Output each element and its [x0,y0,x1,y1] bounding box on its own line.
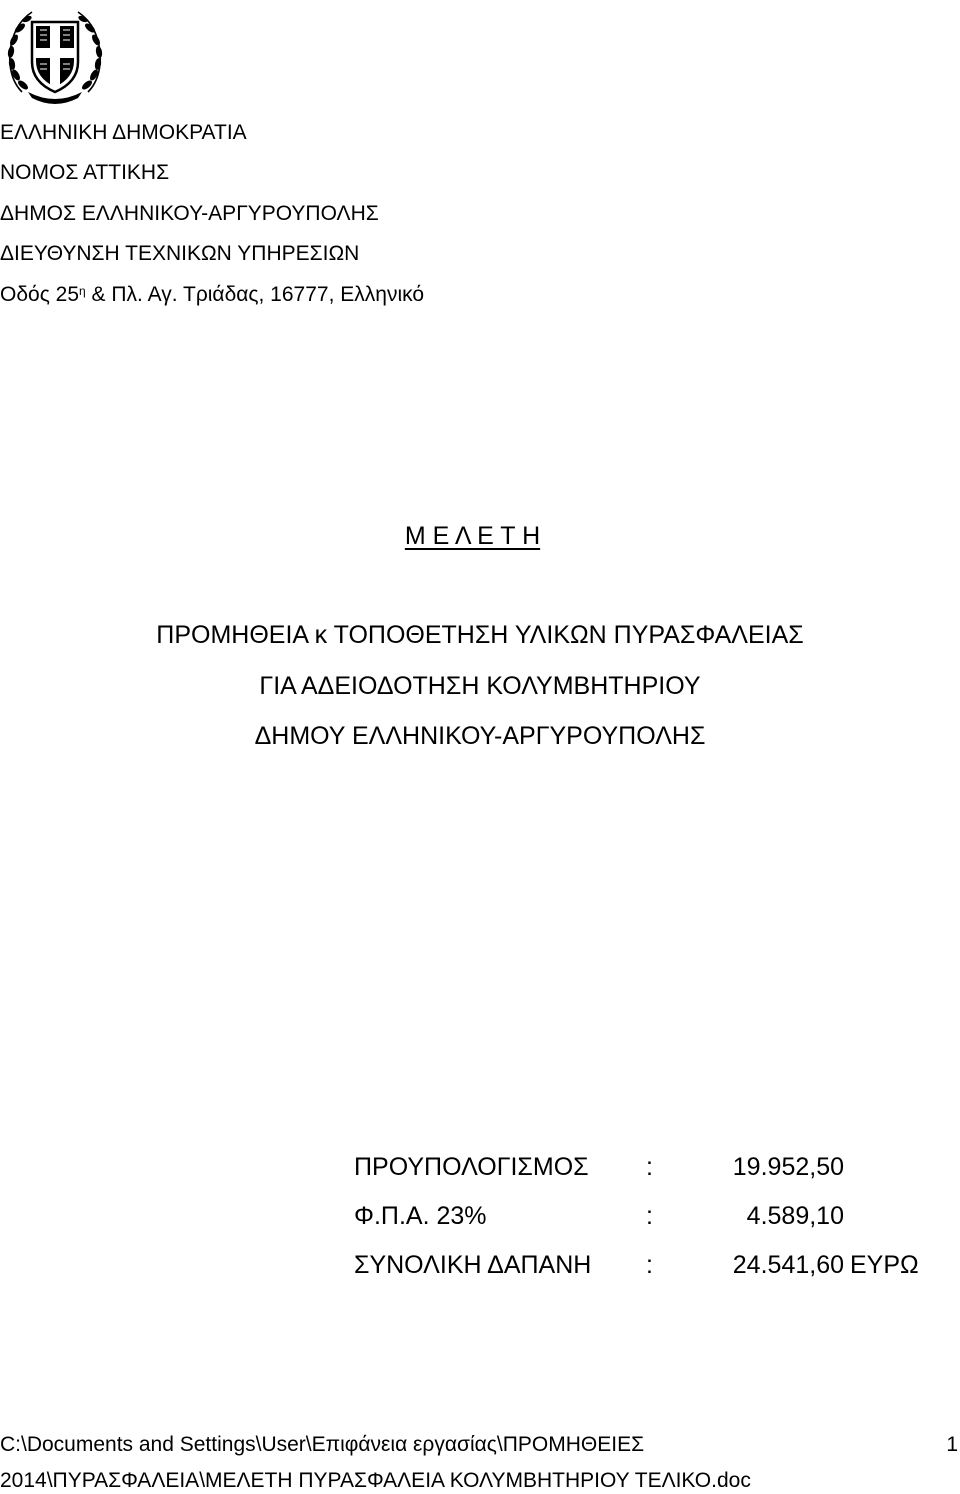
footer-path-line-1: C:\Documents and Settings\User\Επιφάνεια εργασίας\ΠΡΟΜΗΘΕΙΕΣ [0,1433,645,1456]
budget-label: ΣΥΝΟΛΙΚΗ ΔΑΠΑΝΗ [354,1251,592,1279]
subject-line-2: ΓΙΑ ΑΔΕΙΟΔΟΤΗΣΗ ΚΟΛΥΜΒΗΤΗΡΙΟΥ [259,672,701,700]
budget-currency: ΕΥΡΩ [850,1251,919,1279]
coat-of-arms-icon [0,0,110,110]
page-number: 1 [946,1433,958,1456]
address-rest: & Πλ. Αγ. Τριάδας, 16777, Ελληνικό [85,283,425,306]
budget-value: 4.589,10 [746,1202,844,1230]
budget-colon: : [646,1202,653,1230]
header-department: ΔΙΕΥΘΥΝΣΗ ΤΕΧΝΙΚΩΝ ΥΠΗΡΕΣΙΩΝ [0,242,360,265]
subject-line-1: ΠΡΟΜΗΘΕΙΑ κ ΤΟΠΟΘΕΤΗΣΗ ΥΛΙΚΩΝ ΠΥΡΑΣΦΑΛΕΙΑΣ [156,621,804,649]
budget-value: 24.541,60 [732,1251,844,1279]
subject-line-3: ΔΗΜΟΥ ΕΛΛΗΝΙΚΟΥ-ΑΡΓΥΡΟΥΠΟΛΗΣ [254,722,706,750]
address-street: Οδός 25 [0,283,80,306]
address-ordinal: η [79,284,86,298]
footer-path-line-2: 2014\ΠΥΡΑΣΦΑΛΕΙΑ\ΜΕΛΕΤΗ ΠΥΡΑΣΦΑΛΕΙΑ ΚΟΛΥΜΒΗΤΗΡΙΟΥ ΤΕΛΙΚΟ.doc [0,1469,751,1492]
budget-label: Φ.Π.Α. 23% [354,1202,487,1230]
header-prefecture: ΝΟΜΟΣ ΑΤΤΙΚΗΣ [0,161,170,184]
study-title: Μ Ε Λ Ε Τ Η [404,522,541,550]
budget-value: 19.952,50 [732,1153,844,1181]
header-municipality: ΔΗΜΟΣ ΕΛΛΗΝΙΚΟΥ-ΑΡΓΥΡΟΥΠΟΛΗΣ [0,202,379,225]
budget-label: ΠΡΟΥΠΟΛΟΓΙΣΜΟΣ [354,1153,589,1181]
header-country: ΕΛΛΗΝΙΚΗ ΔΗΜΟΚΡΑΤΙΑ [0,121,247,144]
budget-colon: : [646,1153,653,1181]
header-address [0,283,424,307]
budget-colon: : [646,1251,653,1279]
